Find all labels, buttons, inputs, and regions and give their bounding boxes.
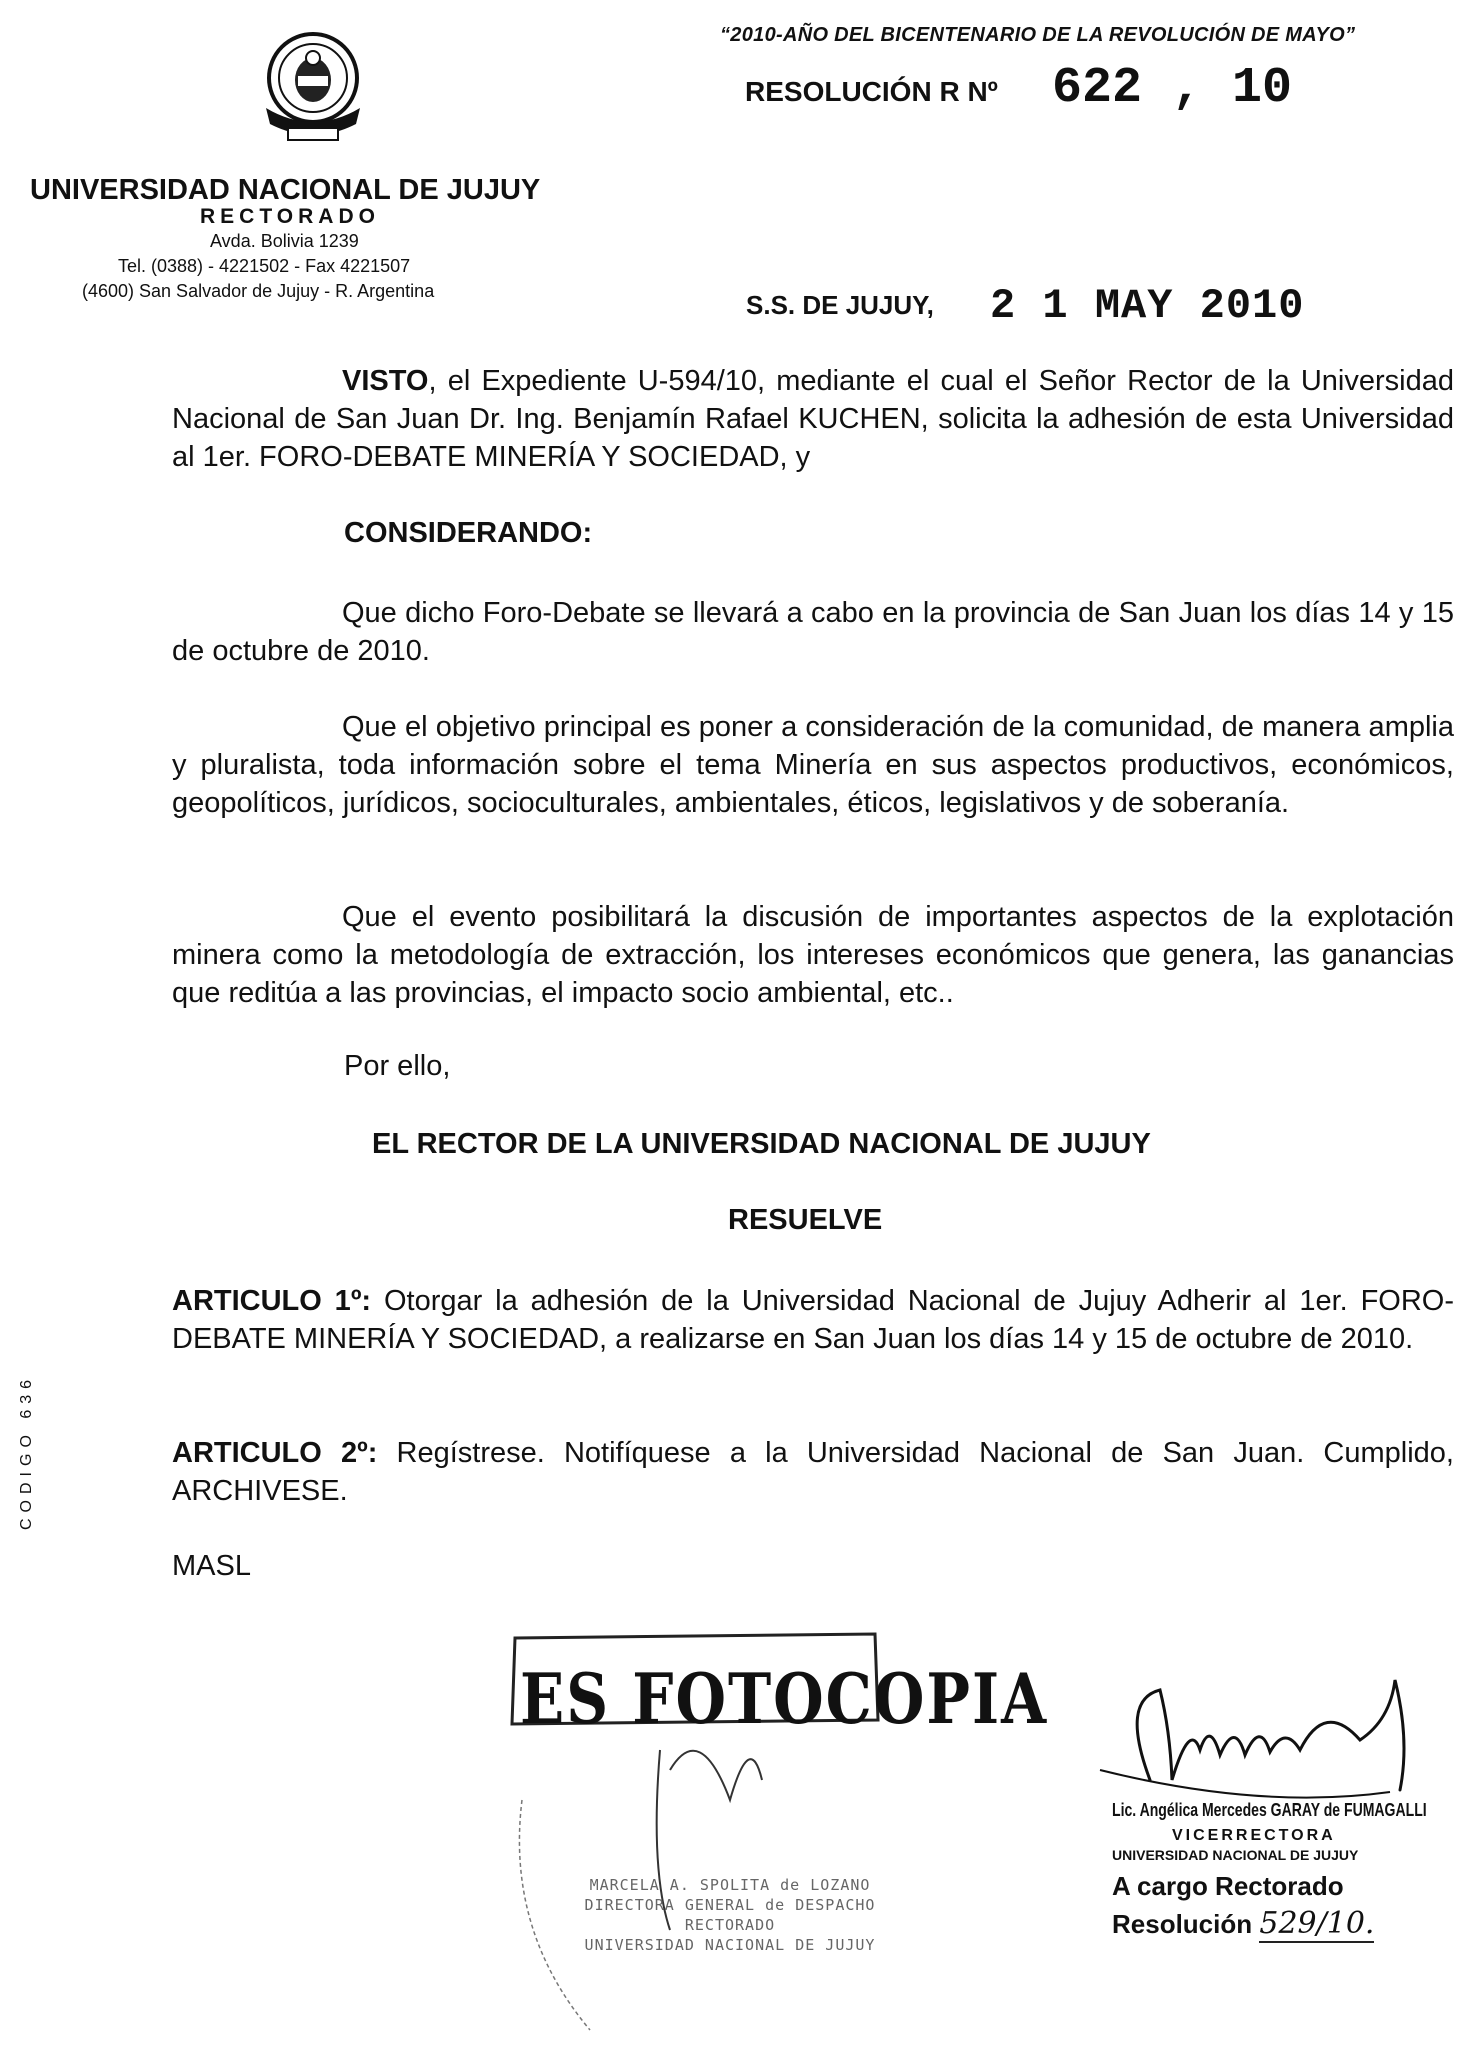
margin-code-text: CODIGO 636	[18, 1373, 35, 1530]
considerando-heading: CONSIDERANDO:	[344, 517, 593, 549]
signatory-university: UNIVERSIDAD NACIONAL DE JUJUY	[1112, 1847, 1359, 1863]
por-ello-text: Por ello,	[344, 1050, 451, 1082]
rector-heading: EL RECTOR DE LA UNIVERSIDAD NACIONAL DE JUJUY	[372, 1128, 1151, 1160]
considerando-paragraph-3: Que el evento posibilitará la discusión de importantes aspectos de la explotación minera como la metodología de extracción, los intereses económicos que genera, las ganancias que reditúa a las provincias, el impacto socio ambiental, etc..	[172, 901, 1454, 1009]
address-line: Avda. Bolivia 1239	[210, 231, 359, 251]
phone-line: Tel. (0388) - 4221502 - Fax 4221507	[118, 256, 411, 276]
article-1-label: ARTICULO 1º:	[172, 1285, 372, 1317]
signature-block	[1112, 1800, 1432, 1941]
place-label: S.S. DE JUJUY,	[746, 290, 934, 320]
initials: MASL	[172, 1550, 251, 1582]
considerando-paragraph-1: Que dicho Foro-Debate se llevará a cabo en la provincia de San Juan los días 14 y 15 de octubre de 2010.	[172, 597, 1454, 667]
university-seal-icon	[258, 28, 368, 146]
article-2-label: ARTICULO 2º:	[172, 1437, 378, 1469]
considerando-paragraph-2: Que el objetivo principal es poner a consideración de la comunidad, de manera amplia y pluralista, toda información sobre el tema Minería en sus aspectos productivos, económicos, geopolíticos, jurídicos, socioculturales, ambientales, éticos, legislativos y de soberanía.	[172, 711, 1454, 819]
photocopy-stamp-text	[560, 1875, 900, 1955]
article-1-text: Otorgar la adhesión de la Universidad Nacional de Jujuy Adherir al 1er. FORO-DEBATE MINERÍA Y SOCIEDAD, a realizarse en San Juan los días 14 y 15 de octubre de 2010.	[172, 1285, 1455, 1355]
resolution-number: 622 , 10	[1052, 60, 1293, 117]
resolution-label: RESOLUCIÓN R Nº	[745, 76, 998, 107]
article-1	[172, 1282, 1454, 1358]
signatory-role: A cargo Rectorado	[1112, 1871, 1344, 1901]
signatory-name: Lic. Angélica Mercedes GARAY de FUMAGALLI	[1112, 1800, 1427, 1820]
article-2-text: Regístrese. Notifíquese a la Universidad Nacional de San Juan. Cumplido, ARCHIVESE.	[172, 1437, 1454, 1507]
article-2	[172, 1434, 1454, 1510]
university-name: UNIVERSIDAD NACIONAL DE JUJUY	[30, 174, 541, 206]
signatory-resolution	[1112, 1906, 1432, 1941]
visto-label: VISTO	[342, 365, 429, 397]
resolution-ref-number: 529/10.	[1259, 1906, 1375, 1941]
stamp-line-2: DIRECTORA GENERAL de DESPACHO	[584, 1896, 876, 1914]
margin-code	[10, 1373, 46, 1540]
resolution-ref-label: Resolución	[1112, 1909, 1253, 1939]
visto-text: , el Expediente U-594/10, mediante el cual el Señor Rector de la Universidad Nacional de San Juan Dr. Ing. Benjamín Rafael KUCHEN, solicita la adhesión de esta Universidad al 1er. FORO-DEBATE MINERÍA Y SOCIEDAD, y	[172, 365, 1454, 473]
visto-paragraph	[172, 362, 1454, 476]
stamp-line-4: UNIVERSIDAD NACIONAL DE JUJUY	[584, 1936, 876, 1954]
date-stamp: 2 1 MAY 2010	[990, 282, 1305, 330]
resuelve-heading: RESUELVE	[728, 1204, 883, 1236]
photocopy-stamp-label: ES FOTOCOPIA	[520, 1658, 1049, 1740]
signatory-title: VICERRECTORA	[1172, 1827, 1336, 1844]
stamp-line-3: RECTORADO	[684, 1916, 776, 1934]
stamp-line-1: MARCELA A. SPOLITA de LOZANO	[589, 1876, 871, 1894]
motto-line: “2010-AÑO DEL BICENTENARIO DE LA REVOLUCIÓN DE MAYO”	[720, 24, 1356, 46]
department-name: RECTORADO	[200, 205, 380, 228]
city-line: (4600) San Salvador de Jujuy - R. Argentina	[82, 281, 435, 301]
